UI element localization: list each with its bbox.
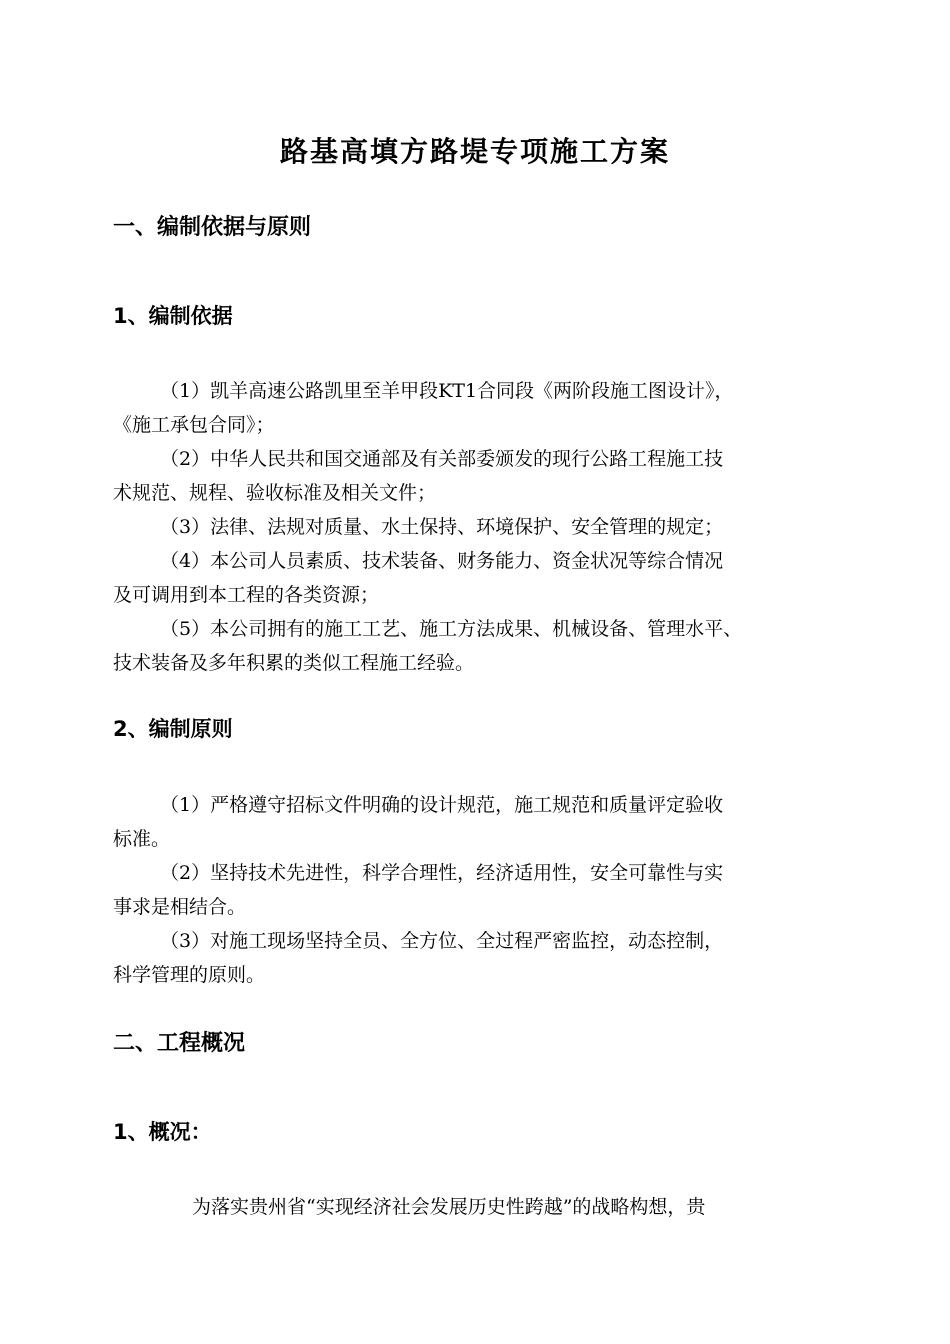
section-heading-2: 二、工程概况 — [113, 1031, 246, 1056]
basis-item-5-line-1: （5）本公司拥有的施工工艺、施工方法成果、机械设备、管理水平、 — [160, 618, 743, 640]
basis-item-1-line-1: （1）凯羊高速公路凯里至羊甲段KT1合同段《两阶段施工图设计》， — [160, 380, 734, 402]
principle-item-2-line-1: （2）坚持技术先进性，科学合理性，经济适用性，安全可靠性与实 — [160, 862, 724, 884]
subsection-heading-basis: 1、编制依据 — [113, 304, 233, 328]
principle-item-2-line-2: 事求是相结合。 — [113, 896, 247, 918]
basis-item-2-line-2: 术规范、规程、验收标准及相关文件； — [113, 482, 437, 504]
overview-paragraph-line-1: 为落实贵州省“实现经济社会发展历史性跨越”的战略构想，贵 — [192, 1196, 706, 1218]
principle-item-1-line-1: （1）严格遵守招标文件明确的设计规范，施工规范和质量评定验收 — [160, 794, 724, 816]
basis-item-1-line-2: 《施工承包合同》； — [113, 414, 275, 436]
basis-item-3-line-1: （3）法律、法规对质量、水土保持、环境保护、安全管理的规定； — [160, 516, 724, 538]
subsection-heading-principles: 2、编制原则 — [113, 717, 233, 741]
page-title: 路基高填方路堤专项施工方案 — [279, 135, 670, 168]
section-heading-1: 一、编制依据与原则 — [113, 215, 312, 240]
subsection-heading-overview: 1、概况： — [113, 1120, 212, 1144]
basis-item-4-line-2: 及可调用到本工程的各类资源； — [113, 584, 380, 606]
principle-item-1-line-2: 标准。 — [113, 828, 171, 850]
principle-item-3-line-2: 科学管理的原则。 — [113, 964, 266, 986]
basis-item-4-line-1: （4）本公司人员素质、技术装备、财务能力、资金状况等综合情况 — [160, 550, 724, 572]
principle-item-3-line-1: （3）对施工现场坚持全员、全方位、全过程严密监控，动态控制， — [160, 930, 724, 952]
basis-item-5-line-2: 技术装备及多年积累的类似工程施工经验。 — [113, 652, 475, 674]
basis-item-2-line-1: （2）中华人民共和国交通部及有关部委颁发的现行公路工程施工技 — [160, 448, 724, 470]
